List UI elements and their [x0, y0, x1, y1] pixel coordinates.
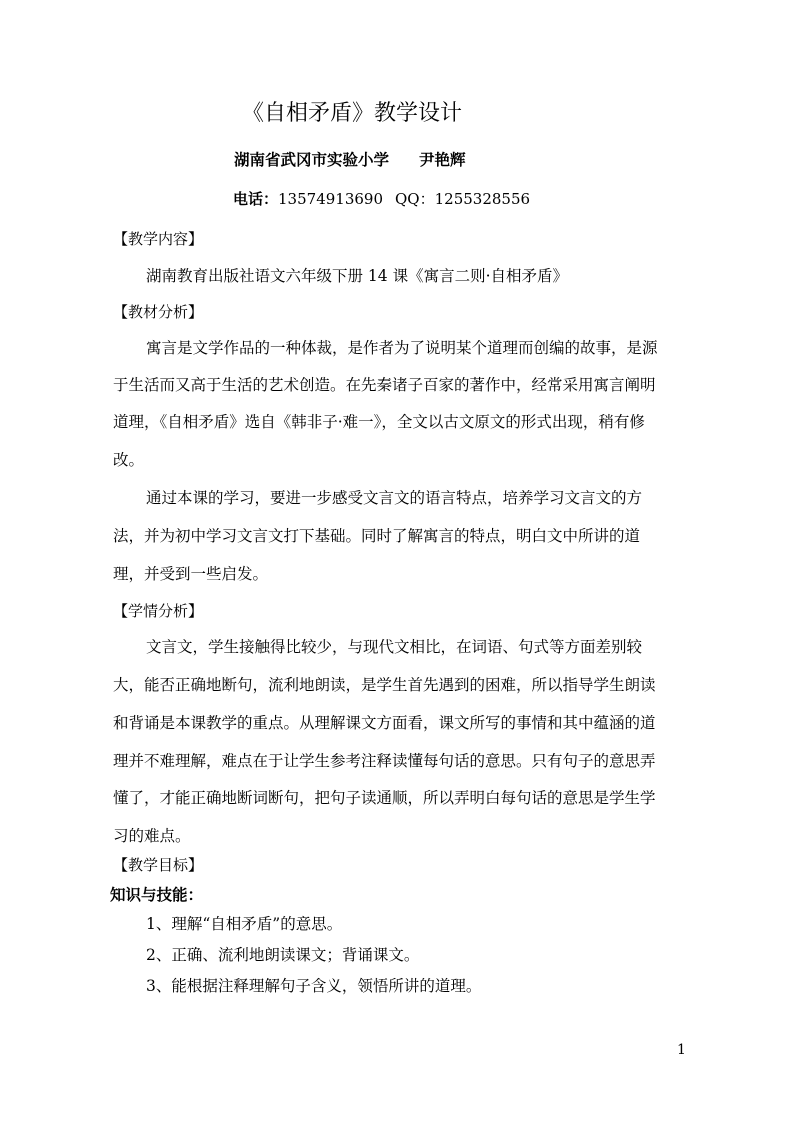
paragraph-line: 理，并受到一些启发。 — [113, 565, 269, 583]
paragraph-line: 寓言是文学作品的一种体裁，是作者为了说明某个道理而创编的故事，是源 — [146, 339, 658, 357]
phone-number: 13574913690 — [278, 190, 383, 208]
school-name: 湖南省武冈市实验小学 — [234, 150, 390, 169]
paragraph-line: 懂了，才能正确地断词断句，把句子读通顺，所以弄明白每句话的意思是学生学 — [113, 789, 656, 807]
goal-item: 2、正确、流利地朗读课文；背诵课文。 — [146, 946, 420, 964]
author-name: 尹艳辉 — [419, 150, 466, 169]
content-line: 湖南教育出版社语文六年级下册 14 课《寓言二则·自相矛盾》 — [146, 267, 569, 285]
section-heading-goals: 【教学目标】 — [113, 856, 204, 874]
paragraph-line: 于生活而又高于生活的艺术创造。在先秦诸子百家的著作中，经常采用寓言阐明 — [113, 376, 656, 394]
paragraph-line: 习的难点。 — [113, 827, 191, 845]
goal-item: 1、理解“自相矛盾”的意思。 — [146, 915, 343, 933]
paragraph-line: 理并不难理解，难点在于让学生参考注释读懂每句话的意思。只有句子的意思弄 — [113, 752, 656, 770]
school-author-line — [234, 152, 466, 168]
document-title: 《自相矛盾》教学设计 — [242, 101, 463, 126]
paragraph-line: 和背诵是本课教学的重点。从理解课文方面看，课文所写的事情和其中蕴涵的道 — [113, 714, 656, 732]
paragraph-line: 道理，《自相矛盾》选自《韩非子·难一》，全文以古文原文的形式出现，稍有修 — [113, 413, 645, 431]
page-number: 1 — [677, 1042, 686, 1058]
section-heading-content: 【教学内容】 — [113, 230, 204, 248]
paragraph-line: 法，并为初中学习文言文打下基础。同时了解寓言的特点，明白文中所讲的道 — [113, 527, 641, 545]
goals-subheading: 知识与技能： — [110, 885, 204, 904]
goal-item: 3、能根据注释理解句子含义，领悟所讲的道理。 — [146, 977, 482, 995]
phone-label: 电话： — [233, 190, 279, 208]
qq-label: QQ： — [395, 190, 435, 208]
paragraph-line: 改。 — [113, 451, 145, 469]
paragraph-line: 文言文，学生接触得比较少，与现代文相比，在词语、句式等方面差别较 — [146, 638, 643, 656]
qq-number: 1255328556 — [434, 190, 531, 208]
paragraph-line: 大，能否正确地断句，流利地朗读，是学生首先遇到的困难，所以指导学生朗读 — [113, 676, 656, 694]
contact-line — [233, 192, 530, 207]
paragraph-line: 通过本课的学习，要进一步感受文言文的语言特点，培养学习文言文的方 — [146, 489, 643, 507]
section-heading-material: 【教材分析】 — [113, 303, 204, 321]
section-heading-students: 【学情分析】 — [113, 602, 204, 620]
